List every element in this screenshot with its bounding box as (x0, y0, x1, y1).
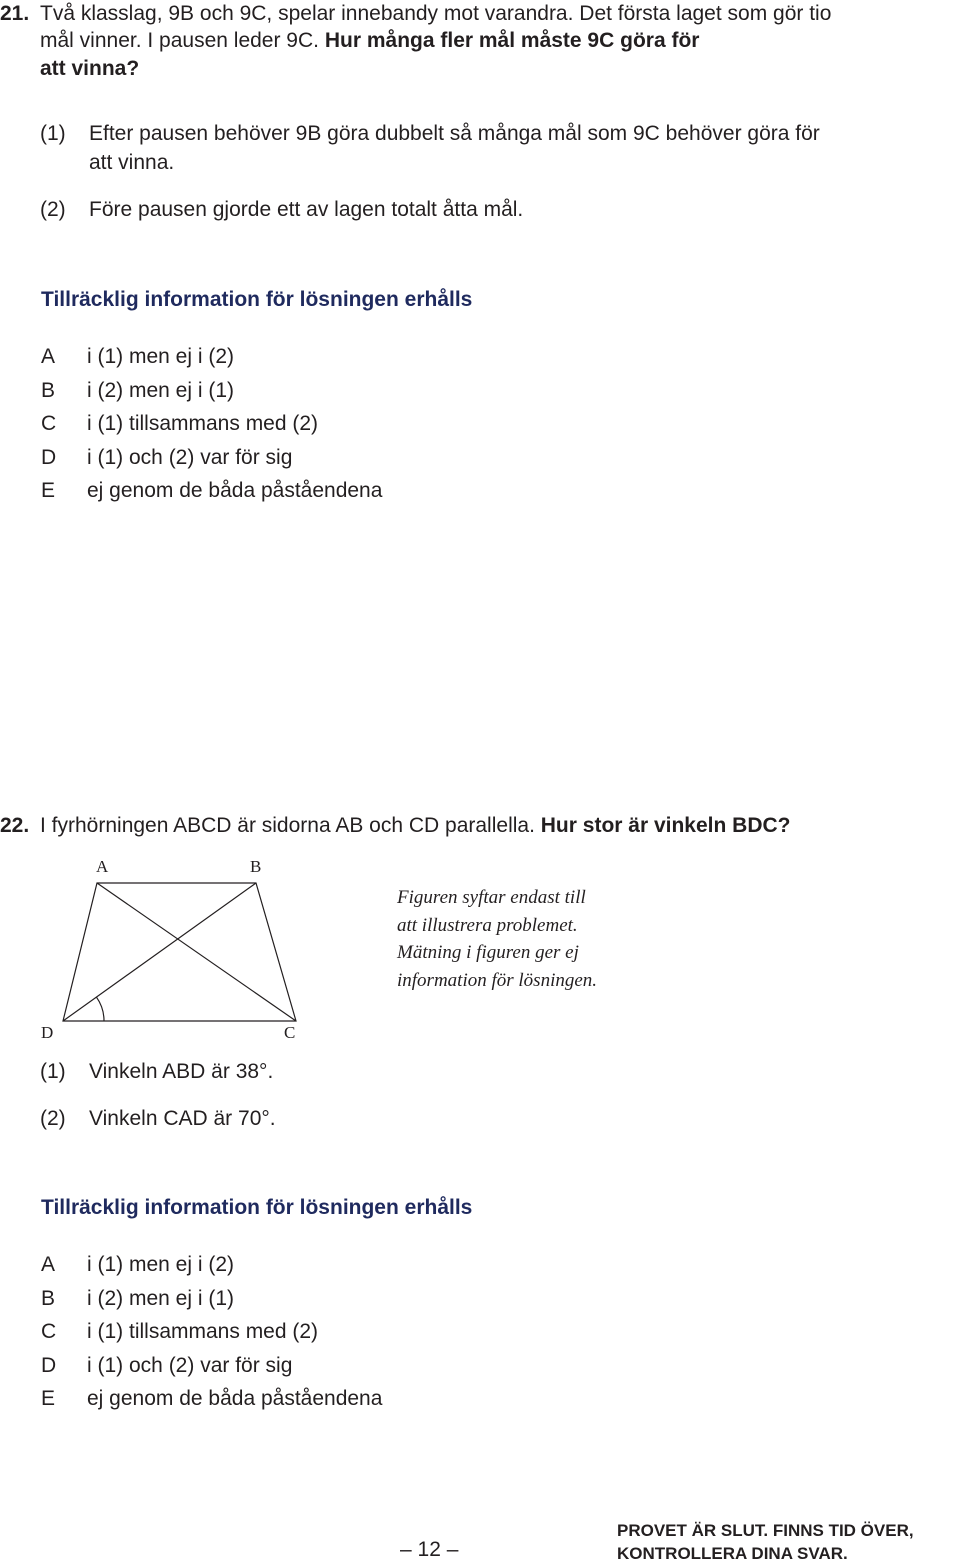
question-text-line1: Två klasslag, 9B och 9C, spelar innebandy mot varandra. Det första laget som gör tio (40, 2, 832, 25)
question-text-plain: mål vinner. I pausen leder 9C. (40, 29, 319, 52)
figure-note-line: Mätning i figuren ger ej (397, 942, 579, 963)
answer-heading: Tillräcklig information för lösningen erhålls (41, 288, 473, 311)
option-letter: A (41, 1253, 56, 1276)
option-text: i (2) men ej i (1) (87, 1286, 235, 1310)
figure-note-line: Figuren syftar endast till (397, 887, 586, 908)
answer-option-c (41, 1315, 382, 1349)
option-letter: B (41, 378, 56, 402)
option-text: i (1) och (2) var för sig (87, 445, 293, 469)
figure-note-line: information för lösningen. (397, 969, 598, 991)
end-of-test-line1: PROVET ÄR SLUT. FINNS TID ÖVER, (617, 1521, 914, 1540)
vertex-label-c: C (284, 1023, 296, 1042)
statement-1-label: (1) (40, 1060, 66, 1083)
option-text: i (2) men ej i (1) (87, 378, 235, 402)
option-letter: C (41, 1320, 57, 1343)
figure-note-line: att illustrera problemet. (397, 914, 578, 936)
option-text: ej genom de båda påståendena (87, 479, 383, 502)
statement-2-text: Före pausen gjorde ett av lagen totalt åtta mål. (89, 198, 524, 221)
answer-option-d (41, 1349, 382, 1383)
page-number: – 12 – (400, 1538, 459, 1561)
question-number: 22. (0, 814, 30, 837)
statement-1-line1: Efter pausen behöver 9B göra dubbelt så många mål som 9C behöver göra för (89, 122, 820, 145)
option-letter: D (41, 1353, 57, 1377)
angle-arc-bdc (97, 997, 105, 1021)
option-text: i (1) men ej i (2) (87, 345, 235, 368)
option-text: i (1) tillsammans med (2) (87, 412, 319, 435)
end-of-test-line2: KONTROLLERA DINA SVAR. (617, 1544, 848, 1563)
answer-option-e (41, 1382, 382, 1416)
figure-note (397, 884, 597, 994)
option-letter: B (41, 1286, 56, 1310)
answer-option-b (41, 1282, 382, 1316)
option-text: i (1) men ej i (2) (87, 1253, 235, 1276)
option-text: i (1) och (2) var för sig (87, 1353, 293, 1377)
end-of-test-notice (617, 1519, 914, 1565)
option-letter: E (41, 1387, 56, 1410)
statement-1-line2: att vinna. (89, 151, 175, 174)
statement-1-label: (1) (40, 122, 66, 145)
answer-options (41, 1248, 382, 1416)
option-letter: E (41, 479, 56, 502)
option-text: ej genom de båda påståendena (87, 1387, 383, 1410)
statement-2-label: (2) (40, 1107, 66, 1130)
question-number: 21. (0, 2, 30, 25)
answer-heading: Tillräcklig information för lösningen erhålls (41, 1196, 473, 1219)
option-letter: C (41, 412, 57, 435)
statement-2-text: Vinkeln CAD är 70°. (89, 1107, 276, 1130)
question-text-line3: att vinna? (40, 57, 140, 80)
question-text-plain: I fyrhörningen ABCD är sidorna AB och CD parallella. (40, 814, 535, 837)
vertex-label-a: A (96, 857, 109, 876)
answer-option-a (41, 1248, 382, 1282)
question-text-bold: Hur många fler mål måste 9C göra för (324, 29, 700, 52)
option-text: i (1) tillsammans med (2) (87, 1320, 319, 1343)
option-letter: A (41, 345, 56, 368)
question-text-bold: Hur stor är vinkeln BDC? (540, 814, 791, 837)
statement-2-label: (2) (40, 198, 66, 221)
vertex-label-d: D (41, 1023, 54, 1042)
statement-1-text: Vinkeln ABD är 38°. (89, 1060, 274, 1083)
vertex-label-b: B (250, 857, 262, 876)
option-letter: D (41, 445, 57, 469)
diagonal-ac (97, 883, 296, 1021)
